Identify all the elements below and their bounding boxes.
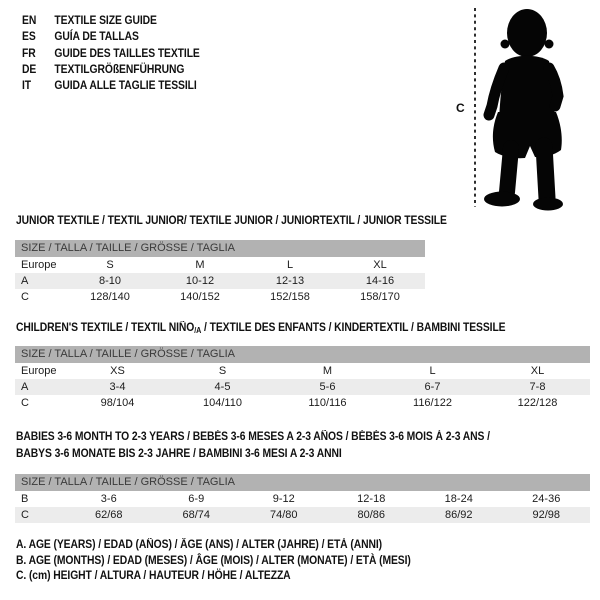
size-cell: 9-12: [272, 493, 295, 505]
size-cell: M: [322, 365, 333, 377]
row-label: C: [21, 509, 29, 521]
language-code: IT: [22, 80, 32, 93]
language-row: [22, 46, 200, 62]
children-size-table: [15, 346, 590, 411]
size-table-row: [15, 491, 590, 507]
size-cell: 3-6: [100, 493, 117, 505]
language-row: [22, 62, 200, 78]
size-cell: 86/92: [444, 509, 473, 521]
height-measure-label: C: [456, 101, 465, 115]
size-cell: 122/128: [517, 397, 558, 409]
row-label: C: [21, 397, 29, 409]
size-cell: 4-5: [214, 381, 231, 393]
language-title-list: [22, 13, 200, 94]
guide-title: TEXTILGRÖßENFÜHRUNG: [54, 63, 185, 76]
footnote-line: B. AGE (MONTHS) / EDAD (MESES) / ÂGE (MOIS) / ALTER (MONATE) / ETÀ (MESI): [16, 554, 411, 567]
size-cell: 8-10: [98, 275, 122, 287]
size-table-body: [15, 363, 590, 411]
guide-title: TEXTILE SIZE GUIDE: [54, 15, 157, 27]
size-table-body: [15, 257, 425, 305]
size-table-header-bar: SIZE / TALLA / TAILLE / GRÖSSE / TAGLIA: [15, 474, 590, 491]
children-size-section: [16, 322, 590, 411]
size-table-row: [15, 363, 590, 379]
footnote-line: C. (cm) HEIGHT / ALTURA / HAUTEUR / HÖHE / ALTEZZA: [16, 570, 291, 583]
row-label: A: [21, 275, 29, 287]
language-row: [22, 78, 200, 94]
language-row: [22, 29, 200, 45]
junior-size-table: [15, 240, 425, 305]
size-table-header-bar: SIZE / TALLA / TAILLE / GRÖSSE / TAGLIA: [15, 346, 590, 363]
footnote-line: A. AGE (YEARS) / EDAD (AÑOS) / ÂGE (ANS) / ALTER (JAHRE) / ETÀ (ANNI): [16, 539, 383, 551]
size-cell: XS: [110, 365, 125, 377]
size-cell: 10-12: [185, 275, 215, 287]
language-code: EN: [22, 15, 37, 27]
toddler-silhouette: [484, 9, 563, 211]
size-table-row: [15, 257, 425, 273]
language-code: FR: [22, 47, 36, 60]
size-cell: 6-9: [188, 493, 205, 505]
section-heading-line: [16, 429, 533, 446]
babies-size-section: [16, 429, 590, 523]
child-figure-graphic: [445, 0, 600, 215]
heading-text: CHILDREN'S TEXTILE / TEXTIL NIÑO: [16, 322, 195, 334]
size-cell: M: [195, 259, 205, 271]
heading-subscript: /A: [194, 326, 202, 335]
size-cell: 18-24: [444, 493, 473, 505]
row-label: B: [21, 493, 29, 505]
heading-text: / TEXTILE DES ENFANTS / KINDERTEXTIL / BAMBINI TESSILE: [201, 322, 506, 334]
guide-title: GUIDE DES TAILLES TEXTILE: [54, 47, 200, 60]
size-table-row: [15, 507, 590, 523]
size-cell: 14-16: [365, 275, 395, 287]
size-cell: 24-36: [532, 493, 561, 505]
heading-text: BABYS 3-6 MONATE BIS 2-3 JAHRE / BAMBINI 3-6 MESI A 2-3 ANNI: [16, 448, 342, 460]
size-table-header-bar: SIZE / TALLA / TAILLE / GRÖSSE / TAGLIA: [15, 240, 425, 257]
heading-text: BABIES 3-6 MONTH TO 2-3 YEARS / BEBÉS 3-6 MESES A 2-3 AÑOS / BÉBÉS 3-6 MOIS À 2-3 ANS /: [16, 431, 490, 443]
row-label: C: [21, 291, 29, 303]
size-cell: 62/68: [94, 509, 123, 521]
size-cell: 6-7: [424, 381, 441, 393]
row-label: Europe: [21, 259, 57, 271]
size-table-body: [15, 491, 590, 523]
language-code: ES: [22, 31, 36, 44]
section-heading-line: [16, 322, 533, 335]
junior-section-heading: [16, 215, 447, 228]
size-cell: 158/170: [360, 291, 400, 303]
size-table-row: [15, 395, 590, 411]
footnotes: [16, 538, 411, 585]
size-cell: 116/122: [413, 397, 452, 409]
size-cell: 104/110: [203, 397, 242, 409]
row-label: A: [21, 381, 29, 393]
babies-section-heading: [16, 429, 533, 463]
size-cell: 110/116: [308, 397, 347, 409]
size-cell: 68/74: [182, 509, 211, 521]
size-cell: 7-8: [529, 381, 546, 393]
size-cell: 128/140: [90, 291, 130, 303]
guide-title: GUÍA DE TALLAS: [54, 31, 139, 44]
language-code: DE: [22, 63, 37, 76]
section-heading-line: [16, 215, 447, 228]
size-cell: XL: [373, 259, 387, 271]
size-cell: 140/152: [180, 291, 220, 303]
size-cell: 92/98: [532, 509, 561, 521]
size-table-row: [15, 379, 590, 395]
size-cell: XL: [530, 365, 545, 377]
child-height-figure: [445, 0, 600, 215]
size-cell: S: [218, 365, 227, 377]
row-label: Europe: [21, 365, 57, 377]
size-table-row: [15, 289, 425, 305]
size-cell: 12-18: [357, 493, 386, 505]
size-cell: 74/80: [269, 509, 298, 521]
section-heading-line: [16, 446, 533, 463]
size-cell: 98/104: [100, 397, 135, 409]
children-section-heading: [16, 322, 533, 335]
size-cell: 152/158: [270, 291, 310, 303]
size-cell: 12-13: [275, 275, 305, 287]
size-cell: S: [106, 259, 114, 271]
guide-title: GUIDA ALLE TAGLIE TESSILI: [54, 80, 197, 93]
size-table-row: [15, 273, 425, 289]
language-row: [22, 13, 200, 29]
size-cell: 3-4: [109, 381, 126, 393]
size-cell: L: [286, 259, 294, 271]
size-cell: L: [429, 365, 436, 377]
heading-text: JUNIOR TEXTILE / TEXTIL JUNIOR/ TEXTILE JUNIOR / JUNIORTEXTIL / JUNIOR TESSILE: [16, 215, 447, 227]
size-cell: 5-6: [319, 381, 336, 393]
size-cell: 80/86: [357, 509, 386, 521]
babies-size-table: [15, 474, 590, 523]
junior-size-section: [16, 215, 495, 305]
